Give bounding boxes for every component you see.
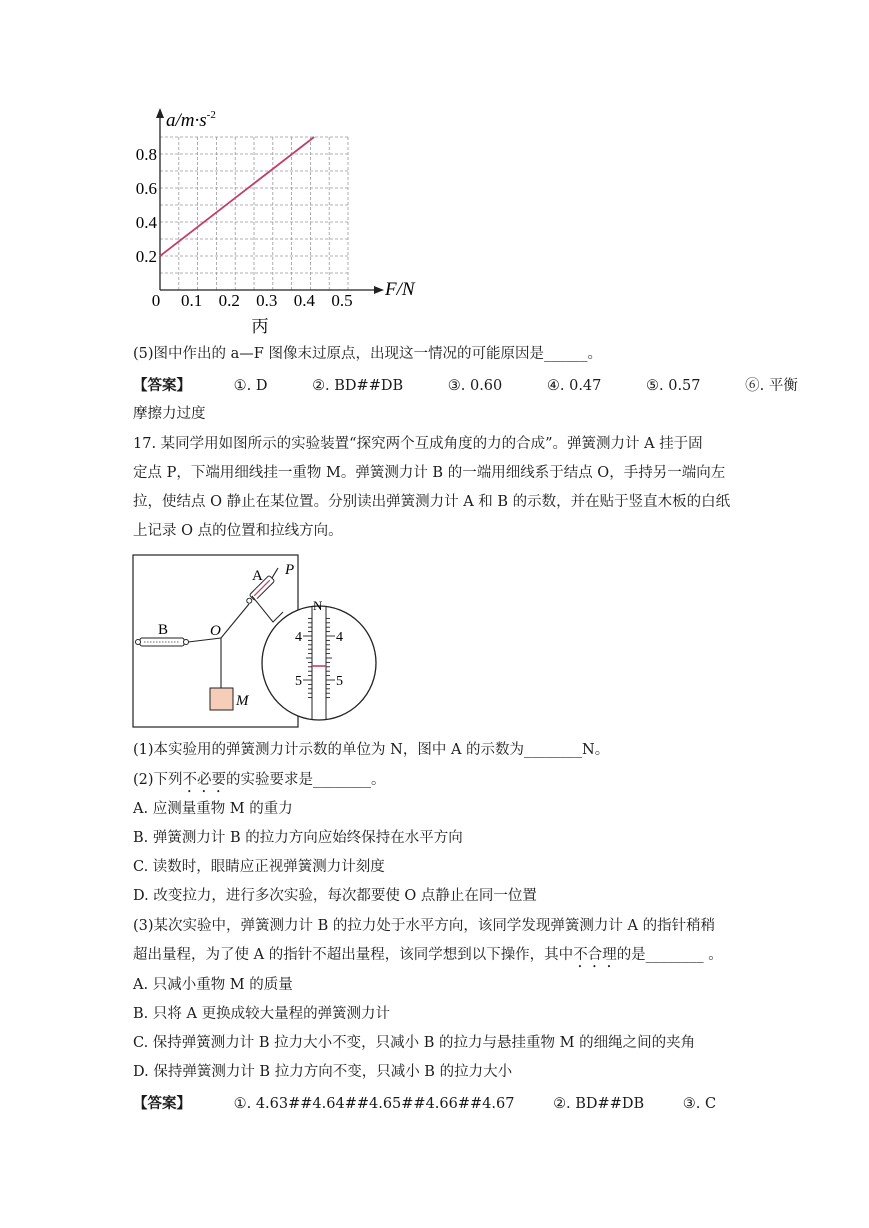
y-tick-label: 0.8 (135, 145, 157, 164)
option-d: D. 改变拉力，进行多次实验，每次都要使 O 点静止在同一位置 (133, 888, 537, 904)
answer-item: ①. D (233, 378, 268, 394)
answer-item: ③. C (682, 1096, 717, 1112)
question-5: (5)图中作出的 a—F 图像末过原点，出现这一情况的可能原因是______。 (133, 346, 602, 362)
answer-label: 【答案】 (133, 1095, 191, 1112)
scale-label-right-4: 4 (336, 630, 343, 645)
y-axis-arrow (156, 108, 164, 118)
mass-block (210, 688, 233, 710)
answer-block-2 (133, 1094, 716, 1114)
x-axis-label: F/N (385, 279, 415, 300)
origin-label: 0 (151, 291, 161, 310)
option-a: A. 应测量重物 M 的重力 (133, 801, 293, 817)
option-d: D. 保持弹簧测力计 B 拉力方向不变，只减小 B 的拉力大小 (133, 1064, 513, 1080)
graph-axes (156, 108, 384, 294)
x-axis-arrow (374, 286, 384, 294)
option-b: B. 只将 A 更换成较大量程的弹簧测力计 (133, 1006, 391, 1022)
emphasis-text: 不合理 (573, 947, 617, 963)
question-17-line: 17. 某同学用如图所示的实验装置“探究两个互成角度的力的合成”。弹簧测力计 A 挂于固 (133, 436, 703, 452)
label-a: A (252, 568, 263, 584)
x-tick-label: 0.4 (293, 291, 316, 310)
y-tick-label: 0.2 (135, 247, 157, 266)
option-c: C. 保持弹簧测力计 B 拉力大小不变，只减小 B 的拉力与悬挂重物 M 的细绳之间的夹角 (133, 1035, 696, 1051)
x-tick-label: 0.2 (218, 291, 240, 310)
answer-item: ②. BD##DB (312, 378, 404, 394)
sub-question-3-line: 超出量程，为了使 A 的指针不超出量程，该同学想到以下操作，其中不合理的是________ 。 (133, 947, 723, 963)
spring-scale-b (136, 638, 189, 646)
option-c: C. 读数时，眼睛应正视弹簧测力计刻度 (133, 859, 385, 875)
sub-question-1: (1)本实验用的弹簧测力计示数的单位为 N，图中 A 的示数为________N。 (133, 742, 610, 758)
answer-item: ⑤. 0.57 (646, 378, 701, 394)
answer-block-1 (133, 376, 798, 396)
option-a: A. 只减小重物 M 的质量 (133, 977, 293, 993)
x-tick-label: 0.5 (331, 291, 353, 310)
question-17-line: 上记录 O 点的位置和拉线方向。 (133, 523, 343, 539)
emphasis-text: 不必要 (182, 772, 227, 788)
label-n: N (313, 598, 323, 613)
answer-item: ②. BD##DB (553, 1096, 645, 1112)
y-tick-label: 0.4 (135, 213, 157, 232)
experiment-figure (128, 550, 383, 732)
sub-question-3-line: (3)某次实验中，弹簧测力计 B 的拉力处于水平方向，该同学发现弹簧测力计 A 的指针稍稍 (133, 918, 716, 934)
data-series-line (160, 137, 314, 256)
option-b: B. 弹簧测力计 B 的拉力方向应始终保持在水平方向 (133, 830, 463, 846)
y-axis-label: $a/m\cdot s^{-2}$ (166, 109, 216, 131)
scale-label-right-5: 5 (336, 674, 343, 689)
answer-item: ⑥. 平衡 (745, 378, 798, 394)
label-m: M (236, 693, 249, 709)
a-f-graph (128, 100, 428, 340)
label-p: P (285, 562, 295, 578)
label-o: O (210, 623, 221, 639)
y-tick-label: 0.6 (135, 179, 157, 198)
answer-item: ③. 0.60 (447, 378, 503, 394)
scale-label-left-4: 4 (295, 630, 302, 645)
sub-question-2: (2)下列不必要的实验要求是________。 (133, 772, 386, 788)
answer-label: 【答案】 (133, 377, 191, 394)
x-tick-label: 0.1 (180, 291, 203, 310)
question-17-line: 定点 P，下端用细线挂一重物 M。弹簧测力计 B 的一端用细线系于结点 O，手持另一端向左 (133, 465, 726, 481)
question-17-line: 拉，使结点 O 静止在某位置。分别读出弹簧测力计 A 和 B 的示数，并在贴于竖直木板的白纸 (133, 494, 731, 510)
magnified-view (262, 606, 376, 720)
answer-item: ④. 0.47 (546, 378, 602, 394)
answer-continuation: 摩擦力过度 (133, 406, 206, 422)
label-b: B (158, 622, 169, 638)
graph-caption: 丙 (251, 317, 269, 336)
scale-label-left-5: 5 (295, 674, 302, 689)
answer-item: ①. 4.63##4.64##4.65##4.66##4.67 (233, 1096, 515, 1112)
graph-grid (160, 137, 348, 290)
x-tick-label: 0.3 (256, 291, 278, 310)
